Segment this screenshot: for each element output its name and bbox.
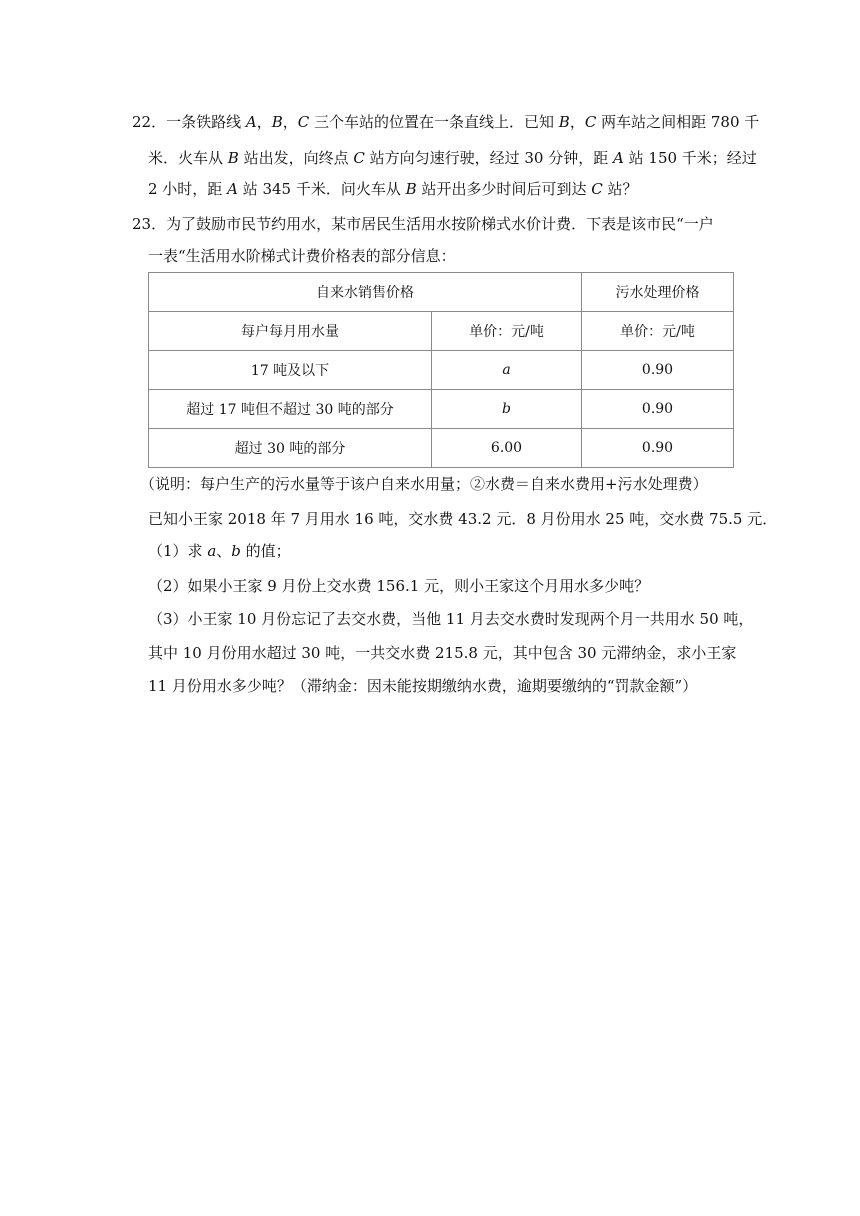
table-row <box>149 390 734 429</box>
water-price-table <box>148 272 734 468</box>
q22-line2 <box>148 147 757 168</box>
var-b: B <box>405 180 417 198</box>
text: 三个车站的位置在一条直线上．已知 <box>309 113 559 131</box>
table-cell: b <box>432 390 582 429</box>
var-a: A <box>613 149 624 167</box>
text: 两车站之间相距 780 千 <box>596 113 760 131</box>
var-b: B <box>271 113 283 131</box>
table-cell: 6.00 <box>432 429 582 468</box>
subheader-unit-price: 单价：元/吨 <box>582 312 734 351</box>
var-b: B <box>227 149 239 167</box>
table-header-row <box>149 273 734 312</box>
q23-part3-line1: （3）小王家 10 月份忘记了去交水费，当他 11 月去交水费时发现两个月一共用水 50 吨， <box>148 610 754 628</box>
q23-part2: （2）如果小王家 9 月份上交水费 156.1 元，则小王家这个月用水多少吨？ <box>148 577 650 595</box>
text: ， <box>256 113 272 131</box>
text: 站 345 千米．问火车从 <box>237 180 406 198</box>
subheader-usage: 每户每月用水量 <box>149 312 432 351</box>
text: 站方向匀速行驶，经过 30 分钟，距 <box>364 149 614 167</box>
table-subheader-row <box>149 312 734 351</box>
text: 22．一条铁路线 <box>132 113 246 131</box>
table-cell: 17 吨及以下 <box>149 351 432 390</box>
table-row <box>149 351 734 390</box>
q23-line2: 一表“生活用水阶梯式计费价格表的部分信息： <box>148 247 456 265</box>
text: ， <box>282 113 298 131</box>
text: 站 150 千米；经过 <box>623 149 757 167</box>
text: ， <box>569 113 585 131</box>
q23-part3-line3: 11 月份用水多少吨？（滞纳金：因未能按期缴纳水费，逾期要缴纳的“罚款金额”） <box>148 677 698 695</box>
table-cell: 0.90 <box>582 429 734 468</box>
header-tap-water-price: 自来水销售价格 <box>149 273 582 312</box>
table-cell: 0.90 <box>582 390 734 429</box>
var-a: a <box>207 542 217 560</box>
var-b: B <box>558 113 570 131</box>
q23-line1: 23．为了鼓励市民节约用水，某市居民生活用水按阶梯式水价计费．下表是该市民“一户 <box>132 215 714 233</box>
text: 的值； <box>240 542 291 560</box>
q23-part3-line2: 其中 10 月份用水超过 30 吨，一共交水费 215.8 元，其中包含 30 元滞纳金，求小王家 <box>148 644 737 662</box>
table-cell: a <box>432 351 582 390</box>
table-cell: 超过 30 吨的部分 <box>149 429 432 468</box>
q23-part1 <box>148 540 291 561</box>
text: 米．火车从 <box>148 149 228 167</box>
table-cell: 0.90 <box>582 351 734 390</box>
var-c: C <box>584 113 597 131</box>
text: （1）求 <box>148 542 208 560</box>
q22-line1 <box>132 111 759 132</box>
var-b: b <box>231 542 241 560</box>
table-row <box>149 429 734 468</box>
q23-note: （说明：每户生产的污水量等于该户自来水用量；②水费＝自来水费用+污水处理费） <box>140 475 708 493</box>
q22-line3 <box>148 178 638 199</box>
q23-given: 已知小王家 2018 年 7 月用水 16 吨，交水费 43.2 元．8 月份用水 25 吨，交水费 75.5 元． <box>148 510 778 528</box>
header-sewage-price: 污水处理价格 <box>582 273 734 312</box>
var-c: C <box>353 149 365 167</box>
text: 站出发，向终点 <box>238 149 354 167</box>
subheader-unit-price: 单价：元/吨 <box>432 312 582 351</box>
var-c: C <box>591 180 603 198</box>
text: 站开出多少时间后可到达 <box>416 180 592 198</box>
var-a: A <box>227 180 238 198</box>
text: 、 <box>216 542 232 560</box>
text: 站？ <box>602 180 638 198</box>
var-a: A <box>245 113 257 131</box>
table-cell: 超过 17 吨但不超过 30 吨的部分 <box>149 390 432 429</box>
text: 2 小时，距 <box>148 180 228 198</box>
var-c: C <box>297 113 310 131</box>
